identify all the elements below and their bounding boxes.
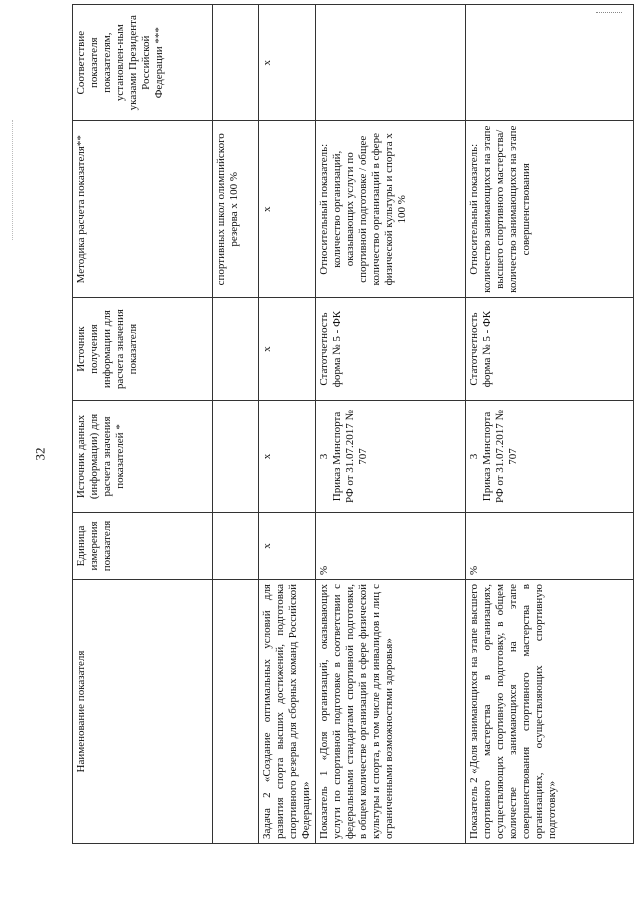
cell-source-info: Статотчетность форма № 5 - ФК bbox=[466, 298, 634, 401]
header-match: Соответствие показателя показателям, установлен-ным указами Президента Российской Федерации *** bbox=[73, 5, 213, 121]
cell-source-info bbox=[213, 298, 259, 401]
cell-source-data: х bbox=[259, 401, 316, 513]
header-source-info: Источник получения информации для расчета значения показателя bbox=[73, 298, 213, 401]
header-name: Наименование показателя bbox=[73, 580, 213, 844]
cell-name: Показатель 1 «Доля организаций, оказывающих услуги по спортивной подготовке в соответствии с федеральными стандартами спортивной подготовки, в общем количестве организаций в сфере физической культуры и спорта, в том числе для инвалидов и лиц с ограниченными возможностями здоровья» bbox=[316, 580, 466, 844]
header-unit: Единица измерения показателя bbox=[73, 512, 213, 579]
cell-source-data: 3 Приказ Минспорта РФ от 31.07.2017 № 707 bbox=[466, 401, 634, 513]
page-number: 32 bbox=[32, 447, 48, 461]
table-row bbox=[466, 5, 634, 844]
header-method: Методика расчета показателя** bbox=[73, 121, 213, 298]
table-row bbox=[316, 5, 466, 844]
cell-unit bbox=[213, 512, 259, 579]
cell-method: Относительный показатель: количество занимающихся на этапе высшего спортивного мастерства/ количество занимающихся на этапе совершенствования bbox=[466, 121, 634, 298]
cell-match: х bbox=[259, 5, 316, 121]
table-header-row bbox=[73, 5, 213, 844]
cell-match bbox=[213, 5, 259, 121]
header-source-data: Источник данных (информации) для расчета значения показателей * bbox=[73, 401, 213, 513]
rotated-table-container bbox=[72, 4, 632, 844]
cell-name bbox=[213, 580, 259, 844]
cell-method: спортивных школ олимпийского резерва х 100 % bbox=[213, 121, 259, 298]
table-row bbox=[213, 5, 259, 844]
scan-edge-mark bbox=[12, 120, 13, 240]
cell-unit: % bbox=[316, 512, 466, 579]
cell-unit: % bbox=[466, 512, 634, 579]
indicators-table bbox=[72, 4, 634, 844]
cell-match bbox=[466, 5, 634, 121]
cell-source-data bbox=[213, 401, 259, 513]
cell-source-info: х bbox=[259, 298, 316, 401]
cell-source-info: Статотчетность форма № 5 - ФК bbox=[316, 298, 466, 401]
cell-name: Показатель 2 «Доля занимающихся на этапе высшего спортивного мастерства в организациях, осуществляющих спортивную подготовку, в общем количестве занимающихся на этапе совершенствования спортивного мастерства в организациях, осуществляющих спортивную подготовку» bbox=[466, 580, 634, 844]
cell-method: Относительный показатель: количество организаций, оказывающих услуги по спортивной подготовке / общее количество организаций в сфере физической культуры и спорта х 100 % bbox=[316, 121, 466, 298]
cell-method: х bbox=[259, 121, 316, 298]
cell-source-data: 3 Приказ Минспорта РФ от 31.07.2017 № 707 bbox=[316, 401, 466, 513]
cell-name: Задача 2 «Создание оптимальных условий для развития спорта высших достижений, подготовка спортивного резерва для сборных команд Российской Федерации» bbox=[259, 580, 316, 844]
cell-match bbox=[316, 5, 466, 121]
table-row bbox=[259, 5, 316, 844]
cell-unit: х bbox=[259, 512, 316, 579]
